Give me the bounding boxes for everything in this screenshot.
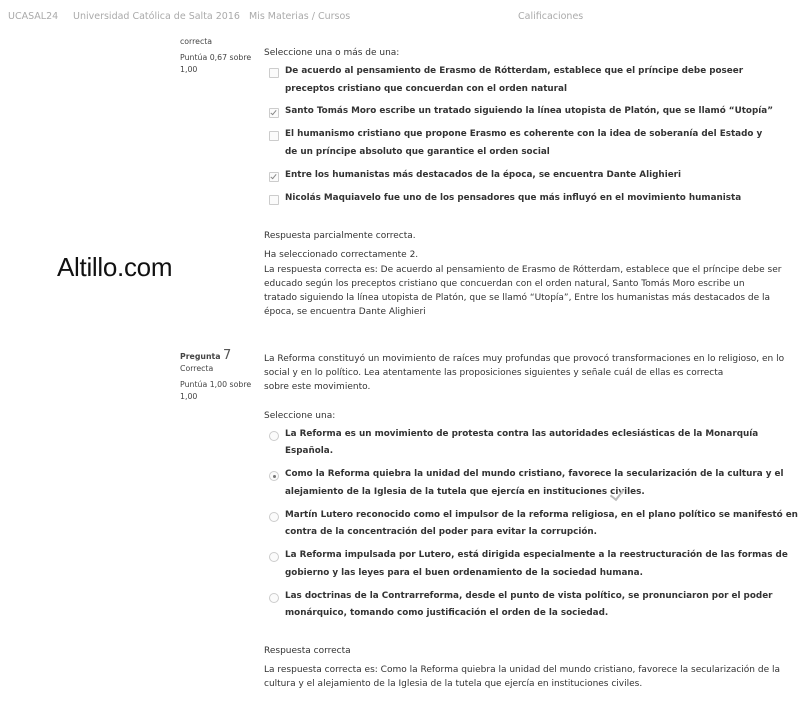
q6-feedback-line1: La respuesta correcta es: De acuerdo al pensamiento de Erasmo de Rótterdam, establece que el príncipe debe ser (264, 265, 782, 275)
q7-feedback-line1: La respuesta correcta es: Como la Reforma quiebra la unidad del mundo cristiano, favorece la secularización de la (264, 665, 780, 675)
q7-option-5-line1[interactable]: Las doctrinas de la Contrarreforma, desde el punto de vista político, se pronunciaron por el poder (285, 591, 773, 601)
q7-option-3-line2[interactable]: contra de la concentración del poder para evitar la corrupción. (285, 527, 598, 537)
q6-status: correcta (180, 37, 213, 46)
nav-grades-link[interactable]: Calificaciones (518, 11, 584, 22)
q6-feedback-line4: época, se encuentra Dante Alighieri (264, 307, 426, 317)
q7-option-4-line2[interactable]: gobierno y las leyes para el buen ordenamiento de la sociedad humana. (285, 568, 643, 578)
q7-option-2-radio[interactable] (269, 471, 279, 481)
q7-question-line3: sobre este movimiento. (264, 382, 371, 392)
q7-number: 7 (223, 348, 232, 363)
q7-question-line2: social y en lo político. Lea atentamente las proposiciones siguientes y señale cuál de ellas es correcta (264, 368, 724, 378)
q7-option-5-radio[interactable] (269, 593, 279, 603)
q6-option-5-checkbox[interactable] (269, 195, 279, 205)
q6-option-2-checkbox[interactable] (269, 108, 279, 118)
nav-courses-link[interactable]: Mis Materias / Cursos (249, 11, 351, 22)
q6-option-1-line2[interactable]: preceptos cristiano que concuerdan con el orden natural (285, 84, 567, 94)
q7-prompt: Seleccione una: (264, 411, 336, 421)
q7-option-1-radio[interactable] (269, 431, 279, 441)
q6-option-2-line1[interactable]: Santo Tomás Moro escribe un tratado siguiendo la línea utopista de Platón, que se llamó “Utopía” (285, 106, 774, 116)
q7-feedback-title: Respuesta correcta (264, 646, 351, 656)
nav-brand-link[interactable]: UCASAL24 (8, 11, 59, 22)
q7-info-panel (180, 350, 251, 403)
q7-question-line1: La Reforma constituyó un movimiento de raíces muy profundas que provocó transformaciones en lo religioso, en lo (264, 354, 785, 364)
q7-option-1-line2[interactable]: Española. (285, 446, 334, 456)
top-navbar (0, 0, 700, 34)
q6-option-1-checkbox[interactable] (269, 68, 279, 78)
q6-option-4-checkbox[interactable] (269, 172, 279, 182)
q7-score-line1: Puntúa 1,00 sobre (180, 380, 252, 389)
q6-feedback-line3: tratado siguiendo la línea utopista de Platón, que se llamó “Utopía”, Entre los humanistas más destacados de la (264, 293, 771, 303)
q6-score-line2: 1,00 (180, 65, 198, 74)
q6-option-4-line1[interactable]: Entre los humanistas más destacados de la época, se encuentra Dante Alighieri (285, 170, 682, 180)
q7-option-4-line1[interactable]: La Reforma impulsada por Lutero, está dirigida especialmente a la reestructuración de las formas de (285, 550, 788, 560)
q7-option-3-line1[interactable]: Martín Lutero reconocido como el impulsor de la reforma religiosa, en el plano político se manifestó en (285, 510, 798, 520)
q6-option-3-line2[interactable]: de un príncipe absoluto que garantice el orden social (285, 147, 550, 157)
q6-score-line1: Puntúa 0,67 sobre (180, 53, 252, 62)
q7-feedback-line2: cultura y el alejamiento de la Iglesia de la tutela que ejercía en instituciones civiles. (264, 679, 643, 689)
q7-label: Pregunta (180, 352, 221, 361)
q6-info-panel (180, 36, 251, 76)
q7-option-2-line2[interactable]: alejamiento de la Iglesia de la tutela que ejercía en instituciones civiles. (285, 487, 645, 497)
q7-score-line2: 1,00 (180, 392, 198, 401)
q7-status: Correcta (180, 364, 214, 373)
q6-feedback-selected: Ha seleccionado correctamente 2. (264, 250, 419, 260)
q6-option-3-checkbox[interactable] (269, 131, 279, 141)
q7-option-1-line1[interactable]: La Reforma es un movimiento de protesta contra las autoridades eclesiásticas de la Monarquía (285, 429, 759, 439)
q6-prompt: Seleccione una o más de una: (264, 48, 400, 58)
q6-feedback-line2: educado según los preceptos cristiano que concuerdan con el orden natural, Santo Tomás Moro escribe un (264, 279, 745, 289)
q7-option-3-radio[interactable] (269, 512, 279, 522)
watermark-text: Altillo.com (57, 252, 173, 282)
q6-feedback-title: Respuesta parcialmente correcta. (264, 231, 416, 241)
q7-option-5-line2[interactable]: monárquico, tomando como justificación el orden de la sociedad. (285, 608, 609, 618)
q6-option-1-line1[interactable]: De acuerdo al pensamiento de Erasmo de Rótterdam, establece que el príncipe debe poseer (285, 66, 744, 76)
q7-option-2-line1[interactable]: Como la Reforma quiebra la unidad del mundo cristiano, favorece la secularización de la cultura y el (285, 469, 784, 479)
q7-option-4-radio[interactable] (269, 552, 279, 562)
q6-option-3-line1[interactable]: El humanismo cristiano que propone Erasmo es coherente con la idea de soberanía del Estado y (285, 129, 763, 139)
nav-university-link[interactable]: Universidad Católica de Salta 2016 (73, 11, 240, 22)
q6-option-5-line1[interactable]: Nicolás Maquiavelo fue uno de los pensadores que más influyó en el movimiento humanista (285, 193, 742, 203)
